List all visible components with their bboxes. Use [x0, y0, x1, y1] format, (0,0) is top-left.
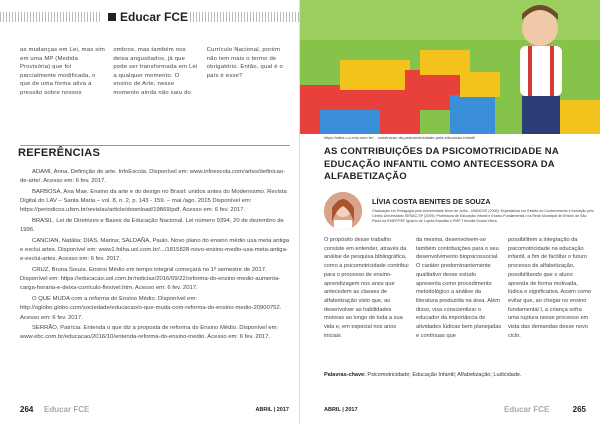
reference-item: CANCIAN, Natália; DIAS, Marina; SALDAÑA, Paulo. Novo plano do ensino médio usa meta antiga e exclui artes. Disponível em: www1.folha.uol.com.br/.../1815828-novo-ensino-medio-usa-meta-antiga-e-exclui-artes. Acesso em: 6 fev. 2017. [20, 237, 290, 263]
references-list [20, 168, 292, 344]
reference-item: BARBOSA, Ana Mae. Ensino da arte e do design no Brasil: unidos antes do Modernismo. Revista Digital do LAV – Santa Maria – vol. 8, n. 2, p. 143 - 159. – mai./ago. 2015 Disponível em: https://periodicos.ufsm.br/revislav/article/download/19869/pdf. Acesso em: 6 fev. 2017. [20, 188, 287, 214]
reference-item: CRUZ, Bruna Souza. Ensino Médio em tempo integral começará no 1º semestre de 2017. Disponível em: https://educacao.uol.com.br/noticias/2016/09/22/reforma-do-ensino-medio-aumenta-carga-horaria-e-deixa-curriculo-flexivel.htm. Acesso em: 6 fev. 2017. [20, 267, 281, 292]
section-divider [20, 145, 290, 146]
author-portrait-icon [324, 192, 362, 230]
footer-brand: Educar FCE [44, 405, 90, 414]
reference-item: SERRÃO, Patrícia. Entenda o que diz a proposta de reforma do Ensino Médio. Disponível em: www.ebc.com.br/educacao/2016/10/entenda-reforma-do-ensino-medio. Acesso em: 6 fev. 2017. [20, 325, 279, 341]
footer-date: ABRIL | 2017 [324, 407, 358, 413]
article-body [324, 236, 594, 340]
footer-brand: Educar FCE [504, 405, 550, 414]
keywords-text: Psicomotricidade; Educação Infantil; Alfabetização; Ludicidade. [367, 372, 522, 378]
intro-column: Currículo Nacional, porém não tem mais o termo de obrigatório. Então, qual é o país é esse? [206, 47, 283, 79]
header-title [108, 10, 188, 24]
header-title-text: Educar FCE [120, 10, 189, 24]
author-name: LÍVIA COSTA BENITES DE SOUZA [372, 197, 491, 206]
photo-caption: https://sites.u-o.edu.com.br/... construcao-da-psicomotricidade-pela-educacao-infantil [324, 135, 475, 140]
article-photo [300, 0, 600, 134]
body-column: possibilitem a integração da psicomotricidade na educação infantil, a fim de facilitar o futuro processo de alfabetização, possibilitando que o aluno aprenda de forma motivada, lúdica e significativa. Assim como evitar que, ao chegar no ensino fundamental I, a criança sofra uma ruptura nesse processo em vista das demandas desse novo ciclo. [508, 237, 592, 339]
reference-item: ADAMI, Anna. Definição de arte. InfoEscola. Disponível em: www.infoescola.com/artes/definicao-de-arte/. Acesso em: 6 fev. 2017. [20, 169, 286, 185]
intro-column: ombros, mas também nos deixa angustiados, já que pode ser transformada em Lei a qualquer momento. O ensino de Arte, nesse momento ainda não saiu do [113, 47, 198, 96]
avatar [324, 192, 362, 230]
keywords [324, 372, 594, 378]
child-playing-blocks-image [300, 0, 600, 134]
intro-columns [20, 46, 292, 98]
intro-column: as mudanças em Lei, mas sim em uma MP (Medida Provisória) que foi parcialmente modificada, o que de uma forma ativa a pressão sobre nossos [20, 47, 105, 96]
reference-item: O QUE MUDA com a reforma do Ensino Médio. Disponível em: http://oglobo.globo.com/sociedade/educacao/o-que-muda-com-reforma-do-ensino-medio-20900752. Acesso em: 6 fev. 2017. [20, 296, 282, 321]
keywords-label: Palavras-chave: [324, 372, 366, 378]
reference-item: BRASIL. Lei de Diretrizes e Bases da Educação Nacional. Lei número 9394, 20 de dezembro de 1996. [20, 218, 284, 234]
page-number: 264 [20, 405, 34, 414]
article-title: AS CONTRIBUIÇÕES DA PSICOMOTRICIDADE NA EDUCAÇÃO INFANTIL COMO ANTECESSORA DA ALFABETIZAÇÃO [324, 146, 559, 182]
references-title: REFERÊNCIAS [18, 147, 101, 159]
header-pattern-right [190, 12, 300, 22]
square-bullet-icon [108, 13, 116, 21]
header-pattern [0, 12, 100, 22]
footer-date: ABRIL | 2017 [255, 407, 289, 413]
page-number: 265 [572, 405, 586, 414]
body-column: O propósito desse trabalho consiste em entender, através da análise de pesquisa bibliográfica, como a psicomotricidade contribui para o processo de ensino-aprendizagem nos anos que antecedem as classes de alfabetização visto que, ao desenvolver as habilidades motoras ao longo de toda a sua vida e, em especial nos anos iniciais [324, 237, 409, 339]
body-column: da mesma, desenvolvem-se também contribuições para o seu desenvolvimento biopsicossocial. O caráter predominantemente qualitativo desse estudo apresenta como procedimento metodológico a análise da literatura produzida na área. Além disso, visa conscientizar o educador da importância de atividades lúdicas bem planejadas e contínuas que [416, 237, 502, 339]
right-page [300, 0, 600, 424]
author-bio: Graduação em Pedagogia pela Universidade Nove de Julho - UNINOVE (2006); Especialista em Gestão do Conhecimento e Inovação pelo Centro Universitário SENAC-SP (2009); Professora de Educação Infantil e Ensino Fundamental I na Rede Municipal de Ensino de São Paulo na EMEF/PEF Ignácio de Loyola Brandão e PMP Theonila Souza Vieira. [372, 209, 594, 223]
